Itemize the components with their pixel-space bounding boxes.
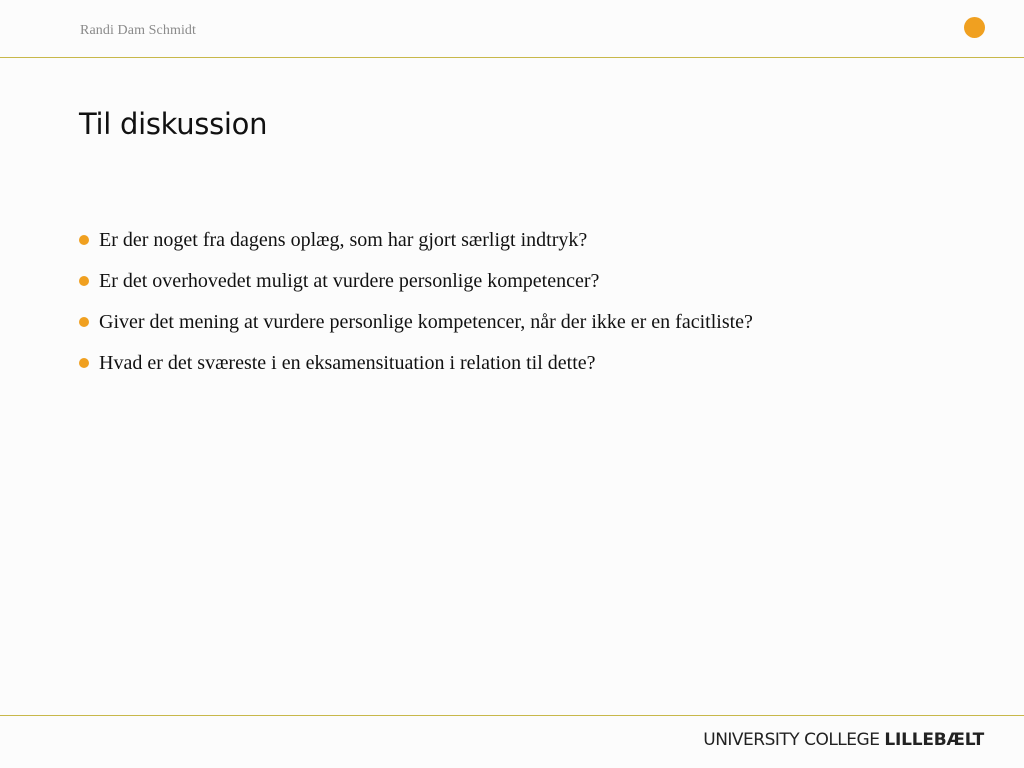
bullet-item (79, 229, 753, 270)
bullet-dot-icon (79, 235, 89, 245)
bullet-text: Er det overhovedet muligt at vurdere personlige kompetencer? (99, 270, 600, 292)
footer-divider (0, 715, 1024, 716)
bullet-text: Giver det mening at vurdere personlige kompetencer, når der ikke er en facitliste? (99, 311, 753, 333)
bullet-dot-icon (79, 317, 89, 327)
bullet-text: Hvad er det sværeste i en eksamensituation i relation til dette? (99, 352, 596, 374)
author-name: Randi Dam Schmidt (80, 23, 197, 38)
bullet-item (79, 311, 753, 352)
university-logo (703, 730, 984, 750)
bullet-list (79, 229, 753, 393)
bullet-dot-icon (79, 358, 89, 368)
logo-text-light: UNIVERSITY COLLEGE (703, 730, 885, 750)
header-divider (0, 57, 1024, 58)
bullet-text: Er der noget fra dagens oplæg, som har gjort særligt indtryk? (99, 229, 588, 251)
bullet-item (79, 270, 753, 311)
bullet-item (79, 352, 753, 393)
bullet-dot-icon (79, 276, 89, 286)
logo-text-bold: LILLEBÆLT (884, 730, 984, 750)
slide-title: Til diskussion (79, 107, 268, 141)
orange-dot-icon (964, 17, 985, 38)
